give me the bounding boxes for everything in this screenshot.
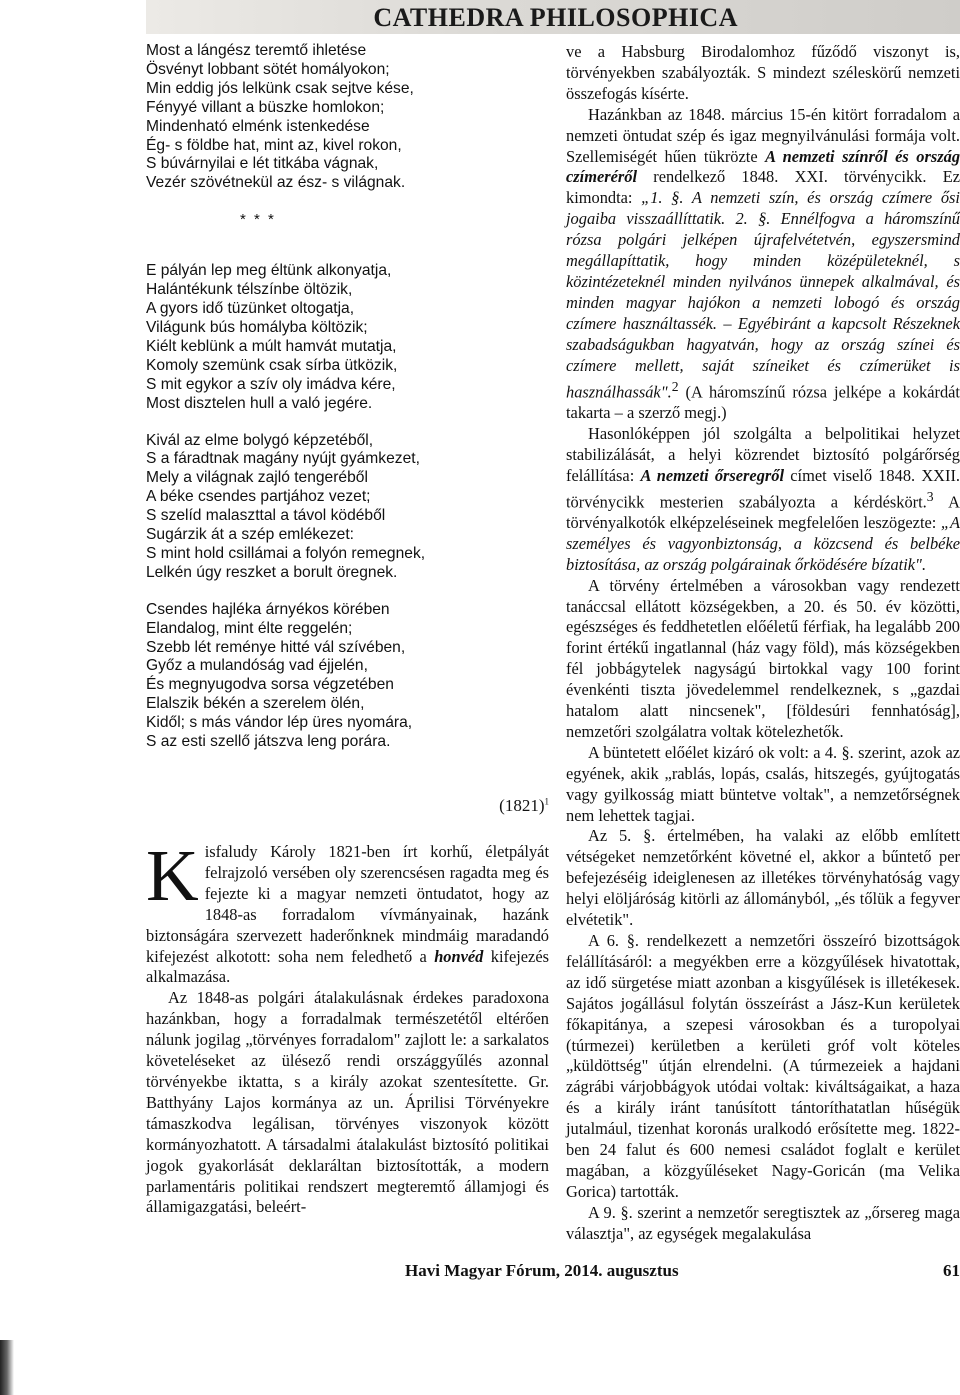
poem-line: Ég- s földbe hat, mint az, kivel rokon, <box>146 136 402 154</box>
guard-law-title: A nemzeti őrseregről <box>640 465 785 485</box>
guard-law-quote: „A személyes és vagyonbiztonság, a közcsend és belbéke biztosítása, az ország polgárainak őrködésére bízatik". <box>566 512 960 574</box>
flag-law-note: (A háromszínű rózsa jelképe a kokárdát takarta – a szerző megj.) <box>566 381 960 422</box>
poem-line: S szelíd malaszttal a távol ködéből <box>146 507 386 525</box>
poem-stanza-1 <box>146 42 549 193</box>
guard-law-text: Hasonlóképpen jól szolgálta a belpolitikai helyzet stabilizálását, a helyi közrendet biztosító polgárőrség felállítása: <box>566 423 960 485</box>
poem-line: Sugárzik át a szép emlékezet: <box>146 526 355 544</box>
guard-law-text-3: A törvényalkotók elképzeléseinek megfelelően leszögezte: <box>566 491 960 532</box>
paragraph-continued: ve a Habsburg Birodalomhoz fűződő viszonyt is, törvényekben szabályozták. S mindezt széleskörű nemzeti összefogás kísérte. <box>566 42 960 103</box>
poem-line: Mely a világnak zajló tengeréből <box>146 469 368 487</box>
poem-stanza-4 <box>146 601 549 752</box>
guard-law-text-2: címet viselő 1848. XXII. törvénycikk mesterien szabályozta a kérdéskört. <box>566 465 960 511</box>
poem-line: A gyors idő tüzünket oltogatja, <box>146 300 355 318</box>
poem-year-text: (1821) <box>499 796 545 815</box>
honved-emphasis: honvéd <box>434 946 484 966</box>
poem-line: Elalszik békén a szerelem ölén, <box>146 695 365 713</box>
left-prose <box>146 835 549 1218</box>
poem-line: Győz a mulandóság vad éjjelén, <box>146 657 368 675</box>
poem-stanza-2 <box>146 262 549 413</box>
left-column <box>146 42 549 1218</box>
paragraph-guard-law <box>566 424 960 576</box>
poem-line: Halántékunk télszínbe öltözik, <box>146 281 353 299</box>
poem-line: Lelkén úgy reszket a borult öregnek. <box>146 563 398 581</box>
poem-line: Min eddig jós lelkünk csak sejtve kése, <box>146 79 414 97</box>
stanza-separator: * * * <box>240 211 276 229</box>
poem-line: A béke csendes partjához vezet; <box>146 488 371 506</box>
poem-line: Most disztelen hull a való jegére. <box>146 394 373 412</box>
intro-text: isfaludy Károly 1821-ben írt korhű, életpályát felrajzoló versében oly szerencsésen ragadta meg és fejezte ki a magyar nemzeti öntudatot, hogy az 1848-as forradalom vívmányainak, hazánk biztonságára szervezett haderőnknek mindmáig maradandó kifejezést alkotott: soha nem feledhető a <box>146 842 549 966</box>
page-number: 61 <box>943 1261 960 1280</box>
poem-line: Csendes hajléka árnyékos körében <box>146 600 390 618</box>
poem-line: Most a lángész teremtő ihletése <box>146 42 367 59</box>
paragraph-section-9: A 9. §. szerint a nemzetőr seregtisztek az „őrsereg maga választja", az egységek megalakulása <box>566 1202 960 1243</box>
poem-line: S búvárnyilai e lét titkába vágnak, <box>146 155 379 173</box>
poem-line: S az esti szellő játszva leng porára. <box>146 733 391 751</box>
scan-edge-mark <box>0 1340 14 1395</box>
poem-line: Világunk bús homályba költözik; <box>146 318 368 336</box>
poem-year <box>146 796 549 816</box>
poem-line: Fényyé villant a büszke homlokon; <box>146 98 385 116</box>
publication-name: Havi Magyar Fórum, 2014. augusztus <box>405 1261 679 1280</box>
flag-law-quote: „1. §. A nemzeti szín, és ország czímere ősi jogaiba visszaállíttatik. 2. §. Ennélfogva a háromszínű rózsa polgári jelképen újrafelvétetvén, egyszersmind megállapíttatik, hogy minden középületeknél, s közintézeteknél minden nyilvános ünnepek alkalmával, és minden magyar hajókon a nemzeti lobogó és ország czímere használtassék. – Egyébiránt a kapcsolt Részeknek szabadságukban hagyatván, hogy az ország színei és czímere mellett, saját színeiket és czímerüket is használhassák". <box>566 188 960 401</box>
poem-line: Ösvényt lobbant sötét homályokon; <box>146 60 390 78</box>
paragraph-section-6: A 6. §. rendelkezett a nemzetőri összeíró bizottságok felállításáról: a megyékben erre a közgyűlések hivatottak, az idő sürgetése miatt azonban a kisgyűlések is illetékesek. Sajátos jogállásul folytán összeírást a Jász-Kun kerületek főkapitánya, a szepesi városokban és a turopolyai (túrmezei) kerületben a kerületi gróf volt köteles „küldöttség" útján elrendelni. (A túrmezeiek a hajdani zágrábi várjobbágyok utódai voltak: kiváltságaikat, a haza és a király iránt tanúsított tántoríthatatlan hűségük jutalmául, tizenhat koronás uralkodó erősítette meg. 1822-ben 24 falut és 600 nemesi családot foglalt e kerület magában, a közgyűléseket Nagy-Goricán (ma Velika Gorica) tartották. <box>566 931 960 1201</box>
flag-law-text-2: rendelkező 1848. XXI. törvénycikk. Ez kimondta: <box>566 167 960 208</box>
poem-line: Vezér szövétnekül az ész- s világnak. <box>146 174 406 192</box>
footnote-ref-3: 3 <box>926 488 934 504</box>
poem-line: Komoly szemünk csak sírba ütközik, <box>146 356 398 374</box>
poem-line: Kiélt keblünk a múlt hamvát mutatja, <box>146 337 397 355</box>
flag-law-title: A nemzeti színről és ország czímeréről <box>566 146 960 187</box>
poem-line: S mint hold csillámai a folyón remegnek, <box>146 544 426 562</box>
paragraph-1848: Az 1848-as polgári átalakulásnak érdekes paradoxona hazánkban, hogy a forradalmak természetétől eltérően nálunk jogilag „törvényes forradalom" zajlott le: a sarkalatos követeléseket az ülésező rendi országgyűlés azonnal törvényekbe iktatta, s a király azokat szentesítette. Gr. Batthyány Lajos kormánya az un. Áprilisi Törvényekre támaszkodva legálisan, törvényes viszonyok között kormányozhatott. A társadalmi átalakulást biztosító politikai jogok gyakorlását deklaráltan biztosították, a modern parlamentáris politikai rendszert megteremtő államjogi és államigazgatási, beleért- <box>146 988 549 1217</box>
journal-title: CATHEDRA PHILOSOPHICA <box>373 3 738 32</box>
footnote-ref-2: 2 <box>671 378 679 394</box>
paragraph-flag-law <box>566 105 960 424</box>
poem-line: S a fáradtnak magány nyújt gyámkezet, <box>146 450 420 468</box>
poem-line: Szebb lét reménye hitté vál szívében, <box>146 638 406 656</box>
intro-paragraph <box>146 835 549 988</box>
intro-text-end: kifejezés alkalmazása. <box>146 946 549 987</box>
paragraph-eligibility: A törvény értelmében a városokban vagy rendezett tanáccsal ellátott községekben, a 20. és 50. év közötti, egészséges és feddhetetlen előéletű férfiak, ha legalább 200 forint értékű ingatlannal (ház vagy föld), más községekben fél jobbágytelek nagyságú birtokkal vagy 100 forint évenkénti tiszta jövedelemmel rendelkeznek, s „gazdai hatalom alatt nincsenek", [földesúri fennhatóság], nemzetőri szolgálatra voltak kötelezhetők. <box>566 575 960 741</box>
paragraph-exclusion: A büntetett előélet kizáró ok volt: a 4. §. szerint, azok az egyének, akik „rablás, lopás, csalás, hitszegés, gyújtogatás vagy gyilkosság miatt büntetve voltak", a nemzetőrségnek nem lehettek tagjai. <box>566 742 960 825</box>
poem-line: És megnyugodva sorsa végzetében <box>146 676 394 694</box>
paragraph-section-5: Az 5. §. értelmében, ha valaki az előbb említett vétségeket nemzetőrként követné el, akkor a bűntető per befejezéséig ideiglenesen az illetékes törvényhatóság vagy helyi elöljáróság kitörli az állományból, „és tőlük a fegyver elvétetik". <box>566 826 960 930</box>
poem-line: Kidől; s más vándor lép üres nyomára, <box>146 714 413 732</box>
flag-law-text: Hazánkban az 1848. március 15-én kitört forradalom a nemzeti öntudat szép és igaz megnyilvánulási formája volt. Szellemiségét hűen tükrözte <box>566 104 960 166</box>
poem-line: E pályán lep meg éltünk alkonyatja, <box>146 262 392 280</box>
poem-line: Kivál az elme bolygó képzetéből, <box>146 431 374 449</box>
poem-line: Mindenható elménk istenkedése <box>146 117 370 135</box>
poem-stanza-3 <box>146 432 549 583</box>
drop-cap: K <box>146 835 199 916</box>
poem-line: Elandalog, mint élte reggelén; <box>146 619 353 637</box>
right-column <box>566 42 960 1245</box>
footnote-ref-1: 1 <box>544 796 549 807</box>
poem-line: S mit egykor a szív oly imádva kére, <box>146 375 396 393</box>
